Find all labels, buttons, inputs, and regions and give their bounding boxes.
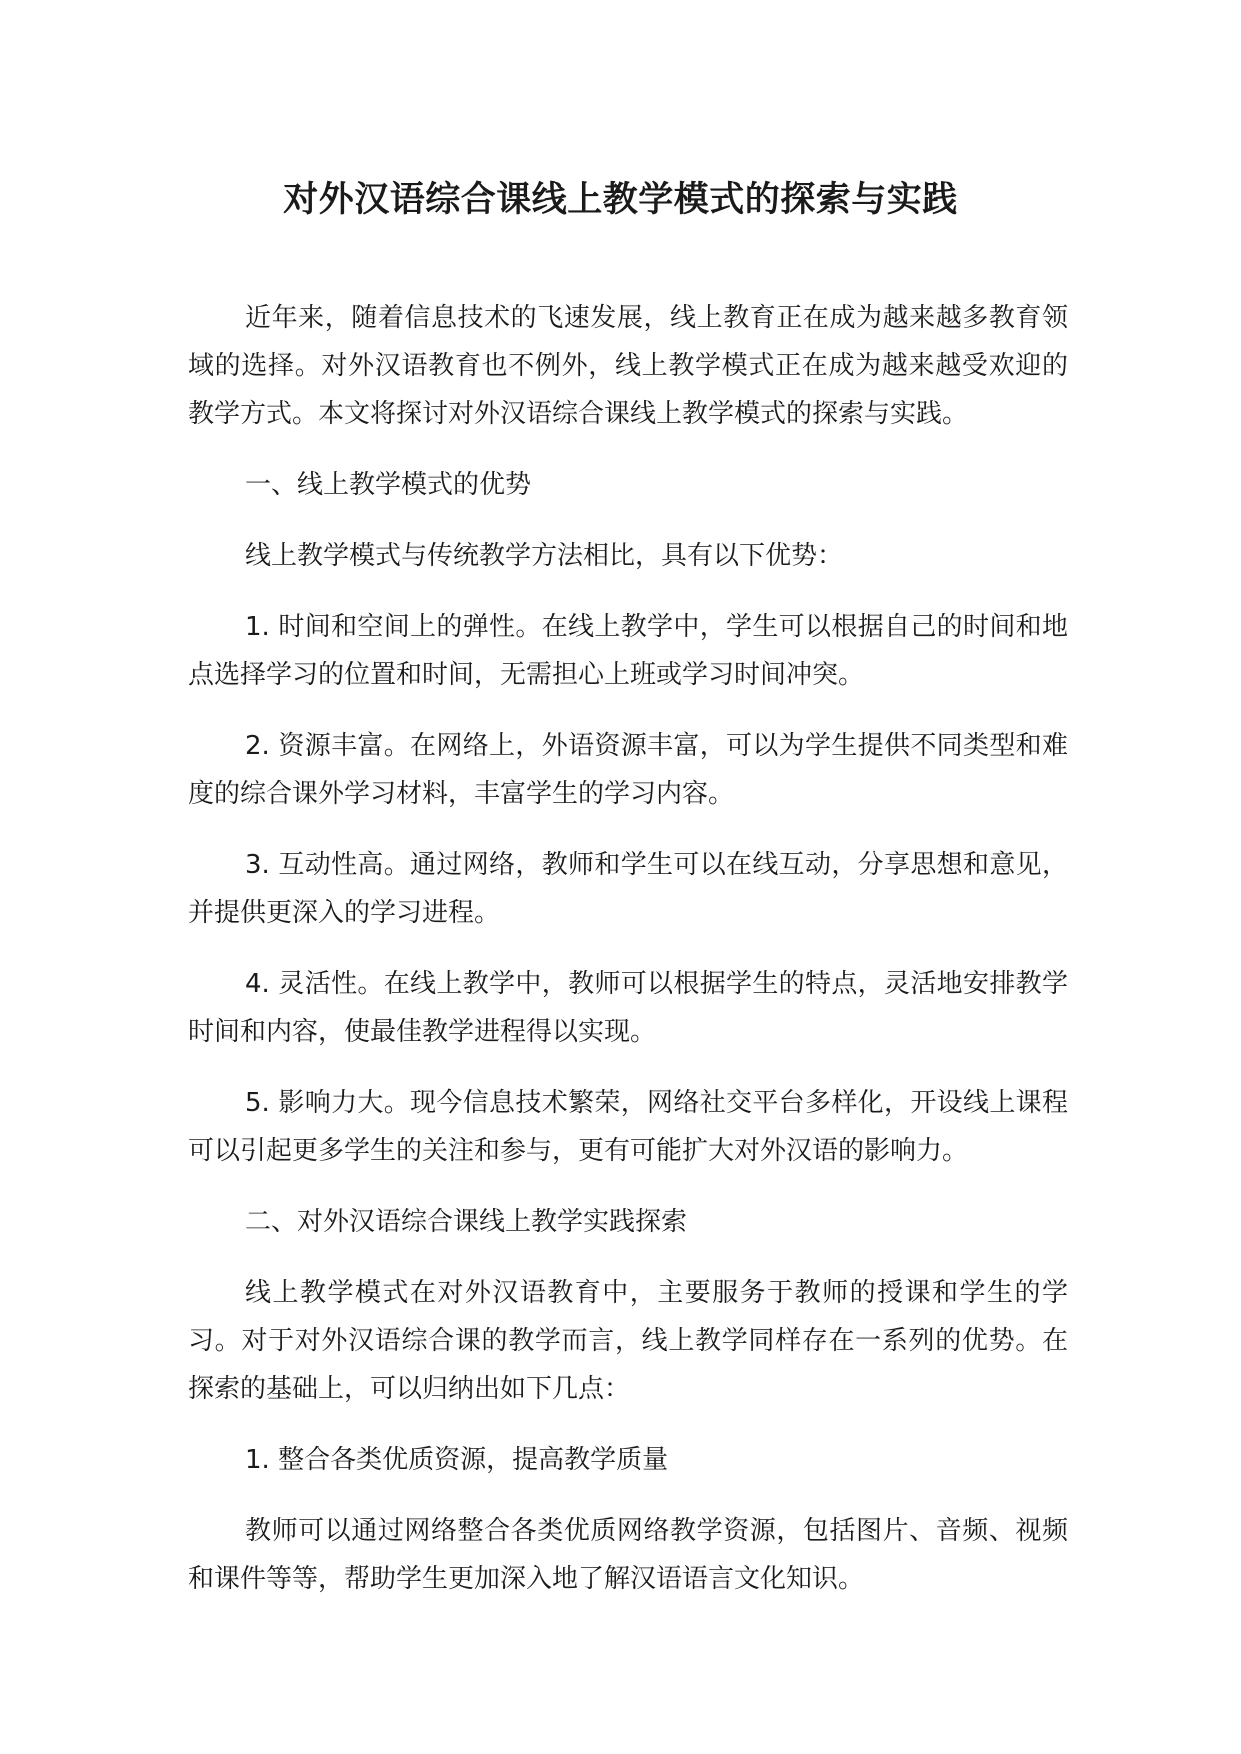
advantage-item-4: 4. 灵活性。在线上教学中，教师可以根据学生的特点，灵活地安排教学时间和内容，使最佳教学进程得以实现。 — [188, 969, 1068, 1047]
section-heading-practice: 二、对外汉语综合课线上教学实践探索 — [245, 1207, 688, 1237]
advantage-item-2: 2. 资源丰富。在网络上，外语资源丰富，可以为学生提供不同类型和难度的综合课外学习材料，丰富学生的学习内容。 — [188, 731, 1068, 809]
advantage-item-3: 3. 互动性高。通过网络，教师和学生可以在线互动，分享思想和意见，并提供更深入的学习进程。 — [188, 850, 1068, 928]
section-heading-advantages: 一、线上教学模式的优势 — [245, 470, 532, 500]
practice-lead-paragraph: 线上教学模式在对外汉语教育中，主要服务于教师的授课和学生的学习。对于对外汉语综合课的教学而言，线上教学同样存在一系列的优势。在探索的基础上，可以归纳出如下几点： — [188, 1278, 1068, 1404]
advantage-item-1: 1. 时间和空间上的弹性。在线上教学中，学生可以根据自己的时间和地点选择学习的位置和时间，无需担心上班或学习时间冲突。 — [188, 612, 1068, 690]
advantage-item-5: 5. 影响力大。现今信息技术繁荣，网络社交平台多样化，开设线上课程可以引起更多学生的关注和参与，更有可能扩大对外汉语的影响力。 — [188, 1088, 1068, 1166]
practice-item-1-paragraph: 教师可以通过网络整合各类优质网络教学资源，包括图片、音频、视频和课件等等，帮助学生更加深入地了解汉语语言文化知识。 — [188, 1516, 1068, 1594]
advantages-lead-paragraph: 线上教学模式与传统教学方法相比，具有以下优势： — [245, 541, 844, 571]
document-title: 对外汉语综合课线上教学模式的探索与实践 — [283, 180, 958, 220]
intro-paragraph: 近年来，随着信息技术的飞速发展，线上教育正在成为越来越多教育领域的选择。对外汉语教育也不例外，线上教学模式正在成为越来越受欢迎的教学方式。本文将探讨对外汉语综合课线上教学模式的探索与实践。 — [188, 303, 1068, 429]
document-body — [188, 294, 1068, 1626]
practice-item-1-heading: 1. 整合各类优质资源，提高教学质量 — [245, 1445, 669, 1475]
